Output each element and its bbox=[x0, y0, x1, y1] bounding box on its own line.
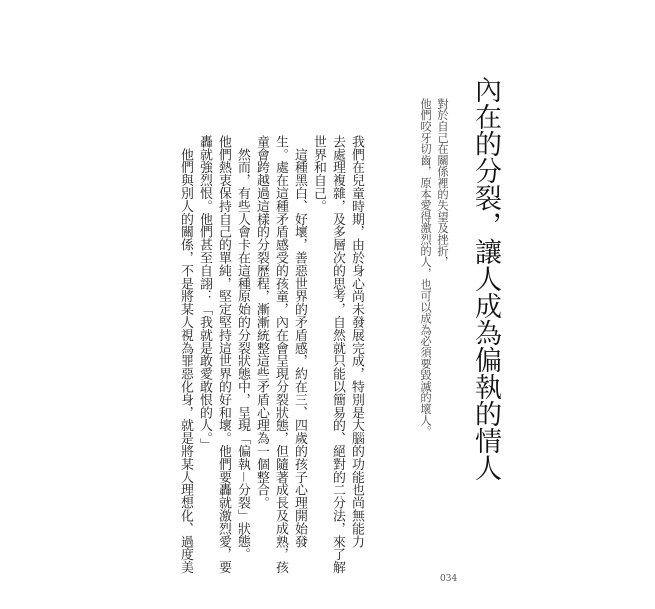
body-line-6: 童會跨越過這樣的分裂歷程，漸漸統整這些矛盾心理為一個整合。 bbox=[254, 135, 269, 510]
subtitle-line-1: 對於自己在關係裡的失望及挫折， bbox=[436, 98, 449, 268]
page-number: 034 bbox=[440, 574, 458, 584]
chapter-title: 內在的分裂，讓人成為偏執的情人 bbox=[470, 76, 501, 481]
body-line-2: 去處理複雜，及多層次的思考，自然就只能以簡易的、絕對的二分法，來了解 bbox=[330, 135, 345, 574]
subtitle-line-2: 他們咬牙切齒，原本愛得激烈的人，也可以成為必須要毀滅的壞人。 bbox=[419, 98, 432, 437]
body-line-5: 生。處在這種矛盾感受的孩童，內在會呈現分裂狀態，但隨著成長及成熟，孩 bbox=[273, 135, 288, 574]
body-line-4: 這種黑白、好壞，善惡世界的矛盾感，約在三、四歲的孩子心理開始發 bbox=[292, 135, 307, 548]
body-line-7: 然而，有些人會卡在這種原始的分裂狀態中，呈現「偏執－分裂」狀態。 bbox=[235, 135, 250, 561]
body-line-1: 我們在兒童時期，由於身心尚未發展完成，特別是大腦的功能也尚無能力 bbox=[349, 135, 364, 548]
body-line-8: 他們熱衷保持自己的單純，堅定堅持這世界的好和壞。他們要轟就激烈愛，要 bbox=[216, 135, 231, 574]
body-line-10: 他們與別人的關係，不是將某人視為罪惡化身，就是將某人理想化、過度美 bbox=[178, 135, 193, 574]
body-line-3: 世界和自己。 bbox=[311, 135, 326, 213]
body-line-9: 轟就強烈恨。他們甚至自詡：「我就是敢愛敢恨的人。」 bbox=[197, 135, 212, 452]
